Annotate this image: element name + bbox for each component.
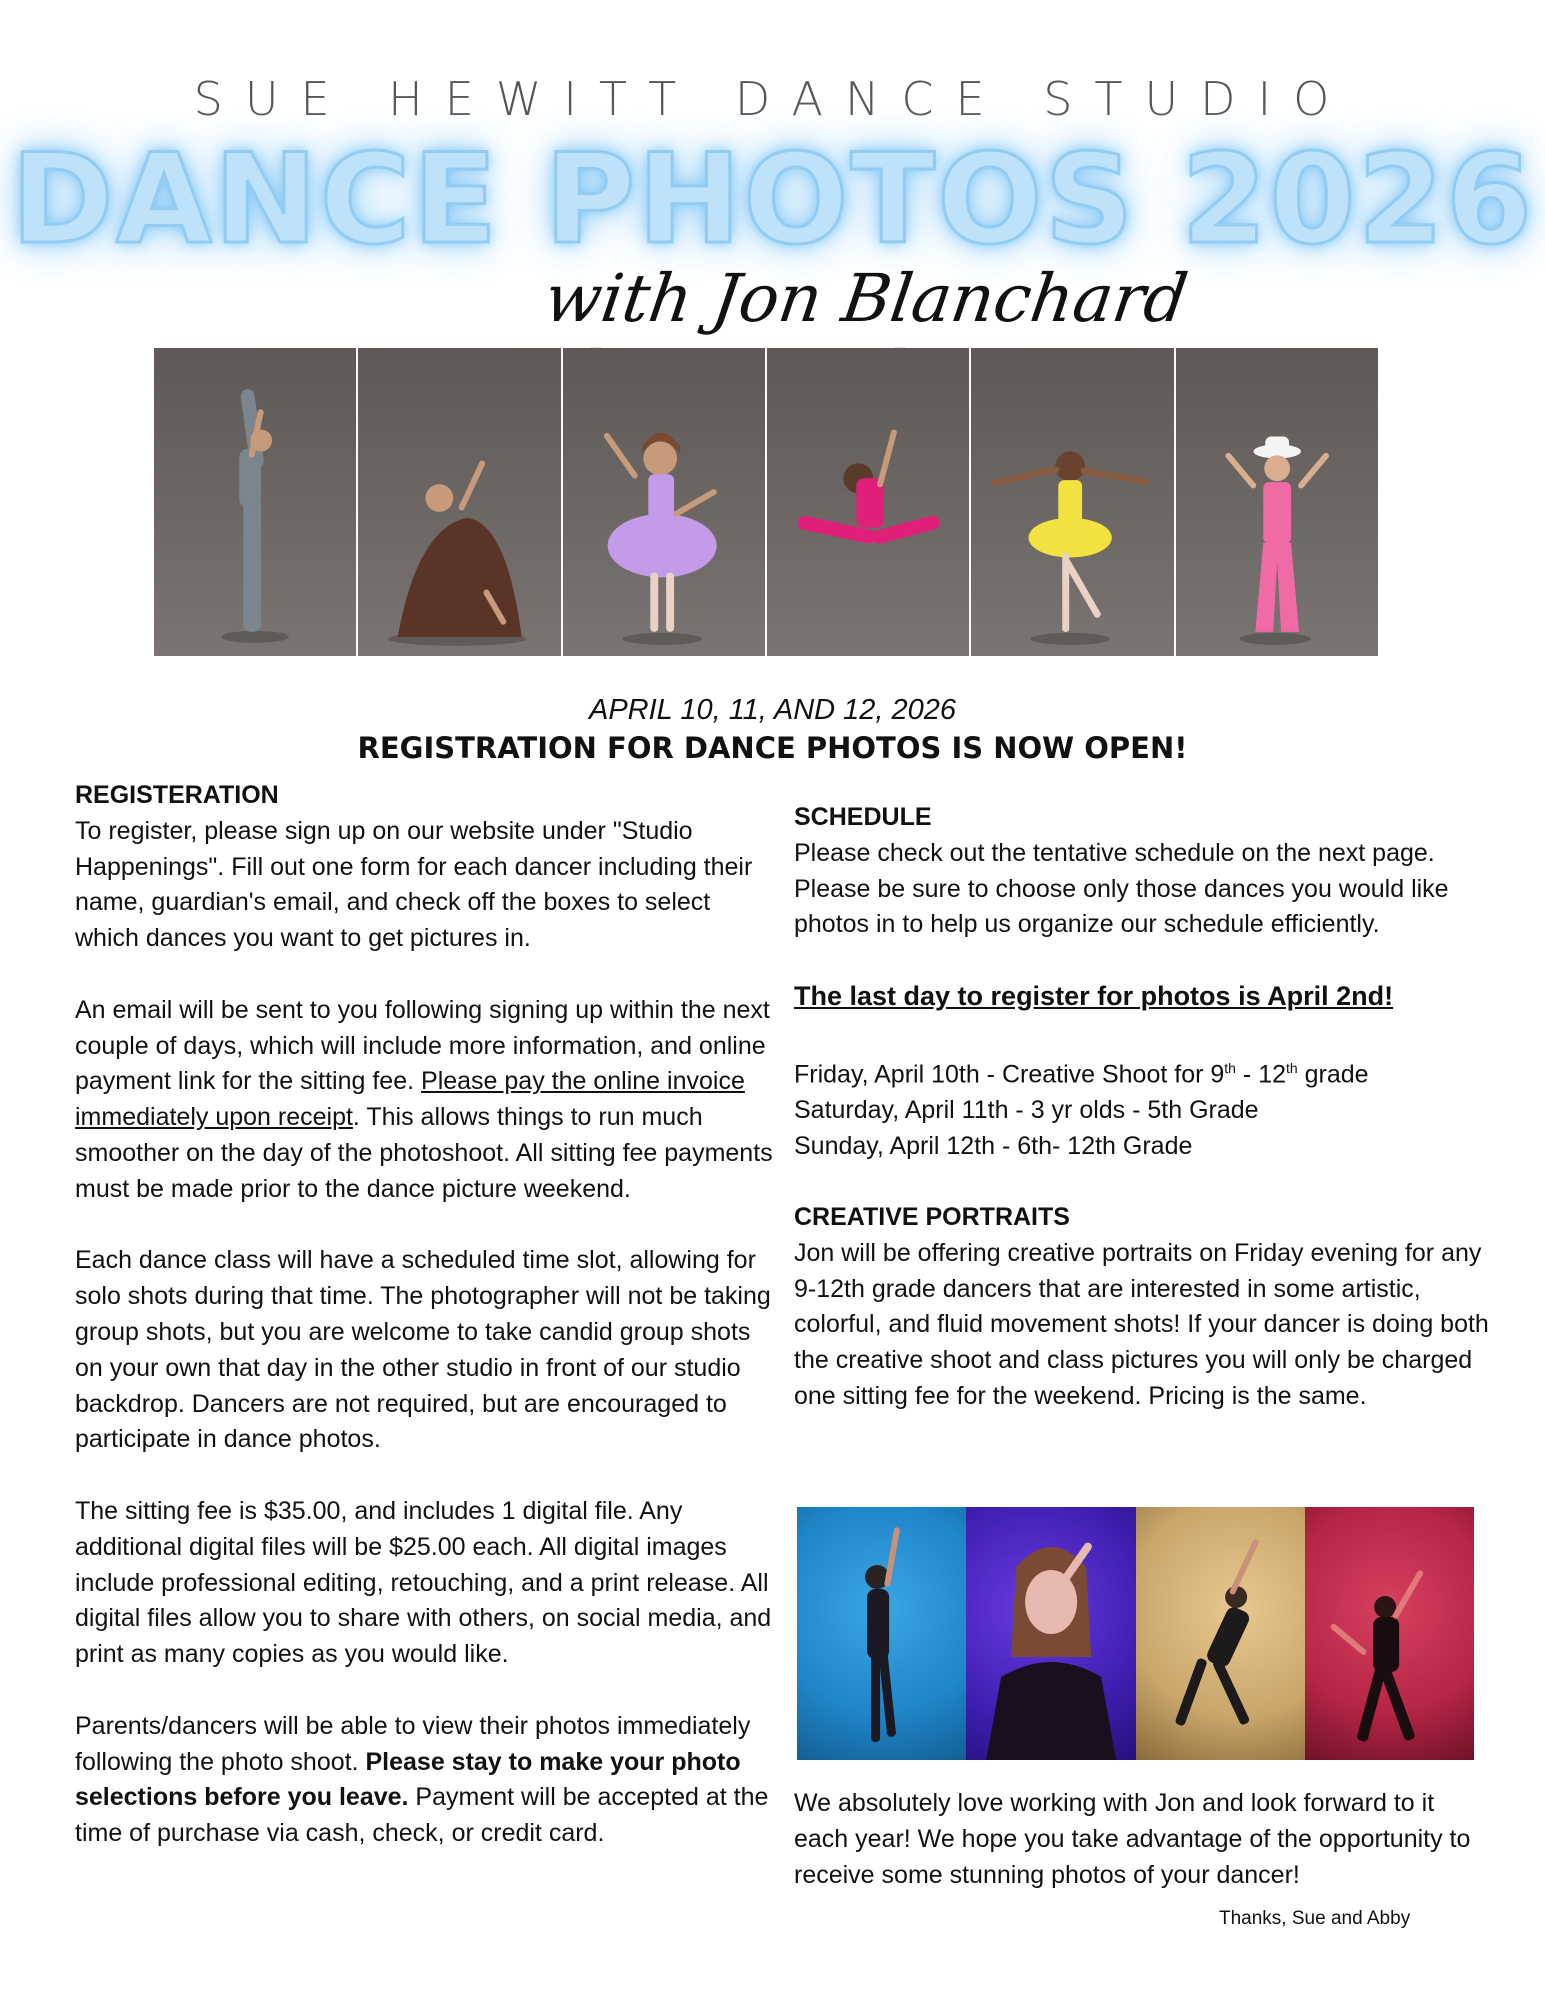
dancer-photo-1: [154, 348, 358, 656]
registration-paragraph-1: To register, please sign up on our website under "Studio Happenings". Fill out one form for each dancer including their name, guardian's email, and check off the boxes to select which dances you want to get pictures in.: [75, 816, 753, 953]
event-dates: APRIL 10, 11, AND 12, 2026: [588, 694, 957, 726]
dancer-photo-strip: [154, 348, 1378, 656]
registration-announcement: REGISTRATION FOR DANCE PHOTOS IS NOW OPEN!: [357, 731, 1188, 765]
creative-figure-1: [797, 1507, 966, 1760]
registration-heading: REGISTERATION: [75, 781, 279, 809]
schedule-friday: Friday, April 10th - Creative Shoot for 9th - 12th grade: [794, 1059, 1369, 1088]
registration-paragraph-2: An email will be sent to you following signing up within the next couple of days, which will include more information, and online payment link for the sitting fee. Please pay the online invoice immediately upon receipt. This allows things to run much smoother on the day of the photoshoot. All sitting fee payments must be made prior to the dance picture weekend.: [75, 995, 773, 1203]
dancer-photo-3: [563, 348, 767, 656]
dancer-figure-5: [971, 348, 1173, 656]
schedule-sunday: Sunday, April 12th - 6th- 12th Grade: [794, 1131, 1193, 1160]
selection-note: Please stay to make your photo selections before you leave.: [75, 1747, 741, 1812]
creative-figure-2: [966, 1507, 1135, 1760]
schedule-saturday: Saturday, April 11th - 3 yr olds - 5th Grade: [794, 1095, 1259, 1124]
dancer-photo-2: [358, 348, 562, 656]
dancer-figure-1: [154, 348, 356, 656]
dancer-figure-3: [563, 348, 765, 656]
schedule-heading: SCHEDULE: [794, 803, 932, 831]
creative-photo-4: [1305, 1507, 1474, 1760]
dancer-photo-4: [767, 348, 971, 656]
registration-paragraph-5: Parents/dancers will be able to view their photos immediately following the photo shoot. Please stay to make your photo selections before you leave. Payment will be accepted at the time of purchase via cash, check, or credit card.: [75, 1711, 769, 1848]
studio-name: SUE HEWITT DANCE STUDIO: [193, 72, 1352, 126]
creative-photo-3: [1136, 1507, 1305, 1760]
schedule-column: [794, 800, 1494, 1415]
dancer-figure-4: [767, 348, 969, 656]
invoice-note: Please pay the online invoice immediately upon receipt: [75, 1067, 745, 1132]
creative-photo-strip: [797, 1507, 1474, 1760]
dancer-photo-6: [1176, 348, 1378, 656]
registration-paragraph-4: The sitting fee is $35.00, and includes 1 digital file. Any additional digital files will be $25.00 each. All digital images include professional editing, retouching, and a print release. All digital files allow you to share with others, on social media, and print as many copies as you would like.: [75, 1496, 772, 1669]
registration-column: [75, 778, 775, 1852]
closing-note: [794, 1786, 1494, 1893]
dancer-figure-6: [1176, 348, 1378, 656]
schedule-intro: Please check out the tentative schedule on the next page. Please be sure to choose only those dances you would like photos in to help us organize our schedule efficiently.: [794, 838, 1449, 939]
creative-body: Jon will be offering creative portraits on Friday evening for any 9-12th grade dancers that are interested in some artistic, colorful, and fluid movement shots! If your dancer is doing both the creative shoot and class pictures you will only be charged one sitting fee for the weekend. Pricing is the same.: [794, 1238, 1489, 1411]
creative-photo-2: [966, 1507, 1135, 1760]
dancer-photo-5: [971, 348, 1175, 656]
creative-heading: CREATIVE PORTRAITS: [794, 1203, 1070, 1232]
signoff: Thanks, Sue and Abby: [1219, 1908, 1411, 1929]
photographer-tagline: with Jon Blanchard: [540, 260, 1193, 337]
creative-photo-1: [797, 1507, 966, 1760]
creative-figure-4: [1305, 1507, 1474, 1760]
headline: DANCE PHOTOS 2026: [10, 128, 1535, 272]
registration-paragraph-3: Each dance class will have a scheduled time slot, allowing for solo shots during that time. The photographer will not be taking group shots, but you are welcome to take candid group shots on your own that day in the other studio in front of our studio backdrop. Dancers are not required, but are encouraged to participate in dance photos.: [75, 1246, 771, 1454]
creative-figure-3: [1136, 1507, 1305, 1760]
closing-body: We absolutely love working with Jon and look forward to it each year! We hope you take advantage of the opportunity to receive some stunning photos of your dancer!: [794, 1789, 1471, 1889]
dancer-figure-2: [358, 348, 560, 656]
registration-deadline: The last day to register for photos is April 2nd!: [794, 980, 1394, 1011]
